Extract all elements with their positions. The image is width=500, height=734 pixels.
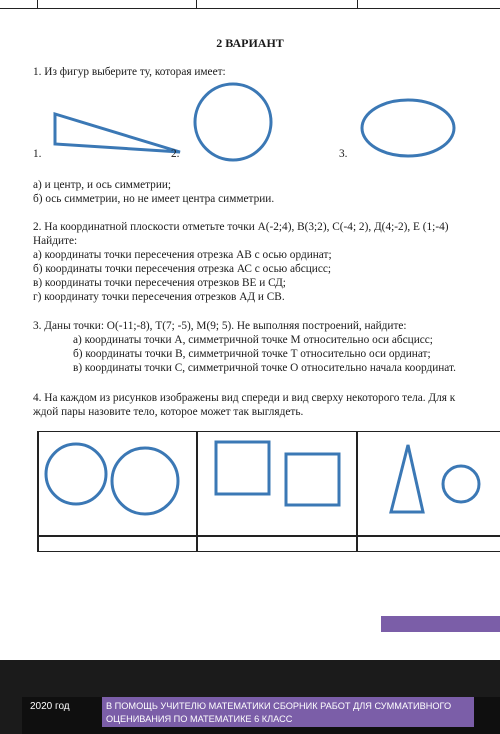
task2-question: 2. На координатной плоскости отметьте точки А(-2;4), В(3;2), С(-4; 2), Д(4;-2), Е (1;-4) [33,221,449,233]
footer-title: В ПОМОЩЬ УЧИТЕЛЮ МАТЕМАТИКИ СБОРНИК РАБОТ ДЛЯ СУММАТИВНОГО ОЦЕНИВАНИЯ ПО МАТЕМАТИКЕ 6 КЛАСС [106,701,452,724]
accent-bar [381,616,500,632]
task3-question: 3. Даны точки: О(-11;-8), Т(7; -5), М(9; 5). Не выполняя построений, найдите: [33,320,407,332]
task2-item-c: в) координаты точки пересечения отрезков ВЕ и СД; [33,277,286,289]
task3-item-c: в) координаты точки С, симметричной точке О относительно начала координат. [73,362,456,374]
task2-item-d: г) координату точки пересечения отрезков АД и СВ. [33,291,285,303]
task3-item-b: б) координаты точки В, симметричной точке Т относительно оси ординат; [73,348,431,360]
task1-option-b: б) ось симметрии, но не имеет центра симметрии. [33,193,275,205]
task2-find: Найдите: [33,235,78,247]
top-view-small-circle [443,466,479,502]
figure-label-2: 2. [171,148,180,160]
figure-label-3: 3. [339,148,348,160]
task4-line2: ждой пары назовите тело, которое может так выглядеть. [33,406,304,418]
task2-item-b: б) координаты точки пересечения отрезка АС с осью абсцисс; [33,263,332,275]
task1-question: 1. Из фигур выберите ту, которая имеет: [33,66,226,78]
front-view-square [216,442,269,494]
task4-line1: 4. На каждом из рисунков изображены вид спереди и вид сверху некоторого тела. Для к [33,392,456,404]
figure-label-1: 1. [33,148,42,160]
front-view-circle [46,444,106,504]
top-view-circle [112,448,178,514]
front-view-triangle [391,445,423,512]
footer-year: 2020 год [30,701,70,712]
page-title: 2 ВАРИАНТ [216,36,284,50]
top-view-square [286,454,339,505]
task3-item-a: а) координаты точки А, симметричной точке М относительно оси абсцисс; [73,334,433,346]
task2-item-a: а) координаты точки пересечения отрезка АВ с осью ординат; [33,249,332,261]
task1-option-a: а) и центр, и ось симметрии; [33,179,172,191]
